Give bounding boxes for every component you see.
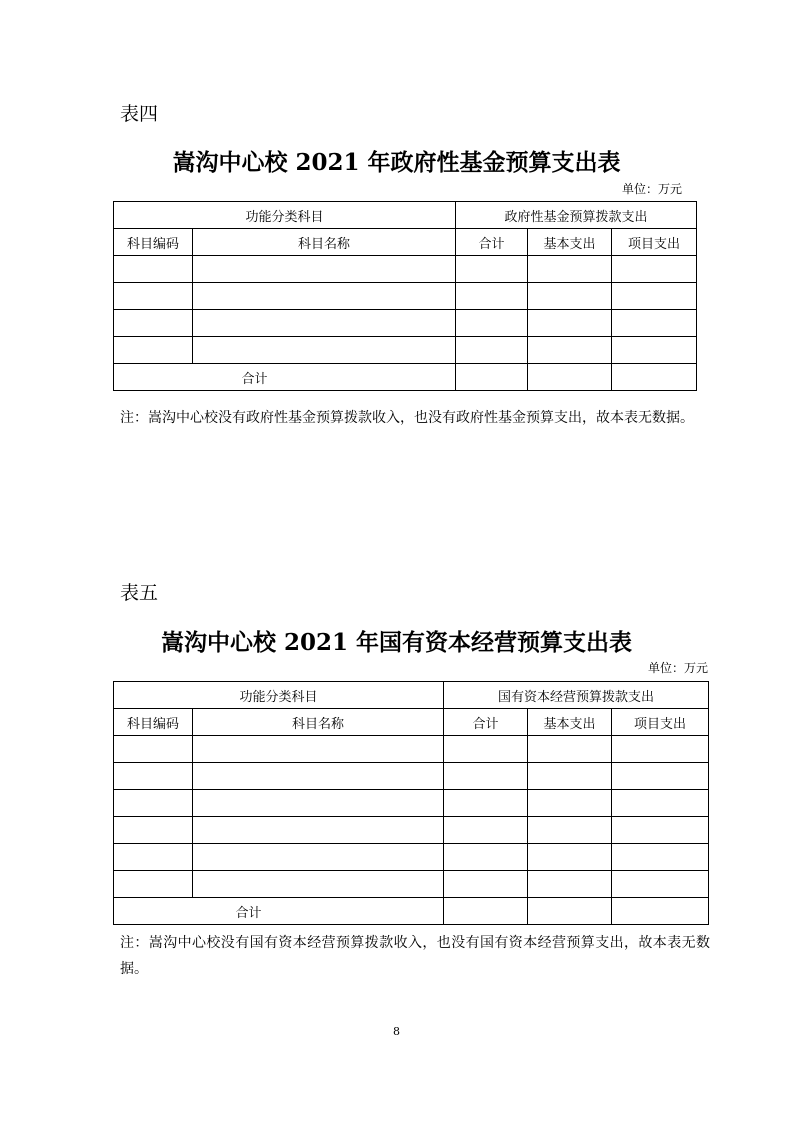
header-subject-name: 科目名称 bbox=[193, 229, 456, 256]
table4-note: 注：嵩沟中心校没有政府性基金预算拨款收入，也没有政府性基金预算支出，故本表无数据。 bbox=[120, 410, 694, 426]
total-row-label: 合计 bbox=[114, 898, 444, 925]
header-total: 合计 bbox=[456, 229, 528, 256]
table4-label: 表四 bbox=[120, 103, 159, 125]
table-row bbox=[114, 817, 709, 844]
table-row bbox=[114, 763, 709, 790]
table-row bbox=[114, 283, 697, 310]
table4-grid bbox=[113, 201, 697, 391]
header-state-capital-appropriation: 国有资本经营预算拨款支出 bbox=[444, 682, 709, 709]
table-row bbox=[114, 871, 709, 898]
table5-label: 表五 bbox=[120, 582, 159, 604]
header-subject-name: 科目名称 bbox=[193, 709, 444, 736]
header-basic-expense: 基本支出 bbox=[528, 229, 612, 256]
table5-note: 注：嵩沟中心校没有国有资本经营预算拨款收入，也没有国有资本经营预算支出，故本表无数据。 bbox=[120, 935, 710, 977]
table-row bbox=[114, 310, 697, 337]
total-row bbox=[114, 364, 697, 391]
header-subject-code: 科目编码 bbox=[114, 229, 193, 256]
table-row bbox=[114, 844, 709, 871]
header-project-expense: 项目支出 bbox=[612, 229, 697, 256]
total-row-label: 合计 bbox=[114, 364, 456, 391]
table5-grid bbox=[113, 681, 709, 925]
total-row bbox=[114, 898, 709, 925]
table4-unit: 单位：万元 bbox=[622, 182, 683, 196]
page-number: 8 bbox=[393, 1025, 400, 1038]
header-fund-appropriation: 政府性基金预算拨款支出 bbox=[456, 202, 697, 229]
header-functional-classification: 功能分类科目 bbox=[114, 202, 456, 229]
header-project-expense: 项目支出 bbox=[612, 709, 709, 736]
table5-unit: 单位：万元 bbox=[648, 661, 709, 675]
table-row bbox=[114, 337, 697, 364]
table-row bbox=[114, 790, 709, 817]
table-row bbox=[114, 256, 697, 283]
header-subject-code: 科目编码 bbox=[114, 709, 193, 736]
table-row bbox=[114, 736, 709, 763]
table5-title: 嵩沟中心校 2021 年国有资本经营预算支出表 bbox=[160, 629, 633, 656]
table4-title: 嵩沟中心校 2021 年政府性基金预算支出表 bbox=[172, 149, 621, 176]
header-functional-classification: 功能分类科目 bbox=[114, 682, 444, 709]
header-basic-expense: 基本支出 bbox=[528, 709, 612, 736]
header-total: 合计 bbox=[444, 709, 528, 736]
